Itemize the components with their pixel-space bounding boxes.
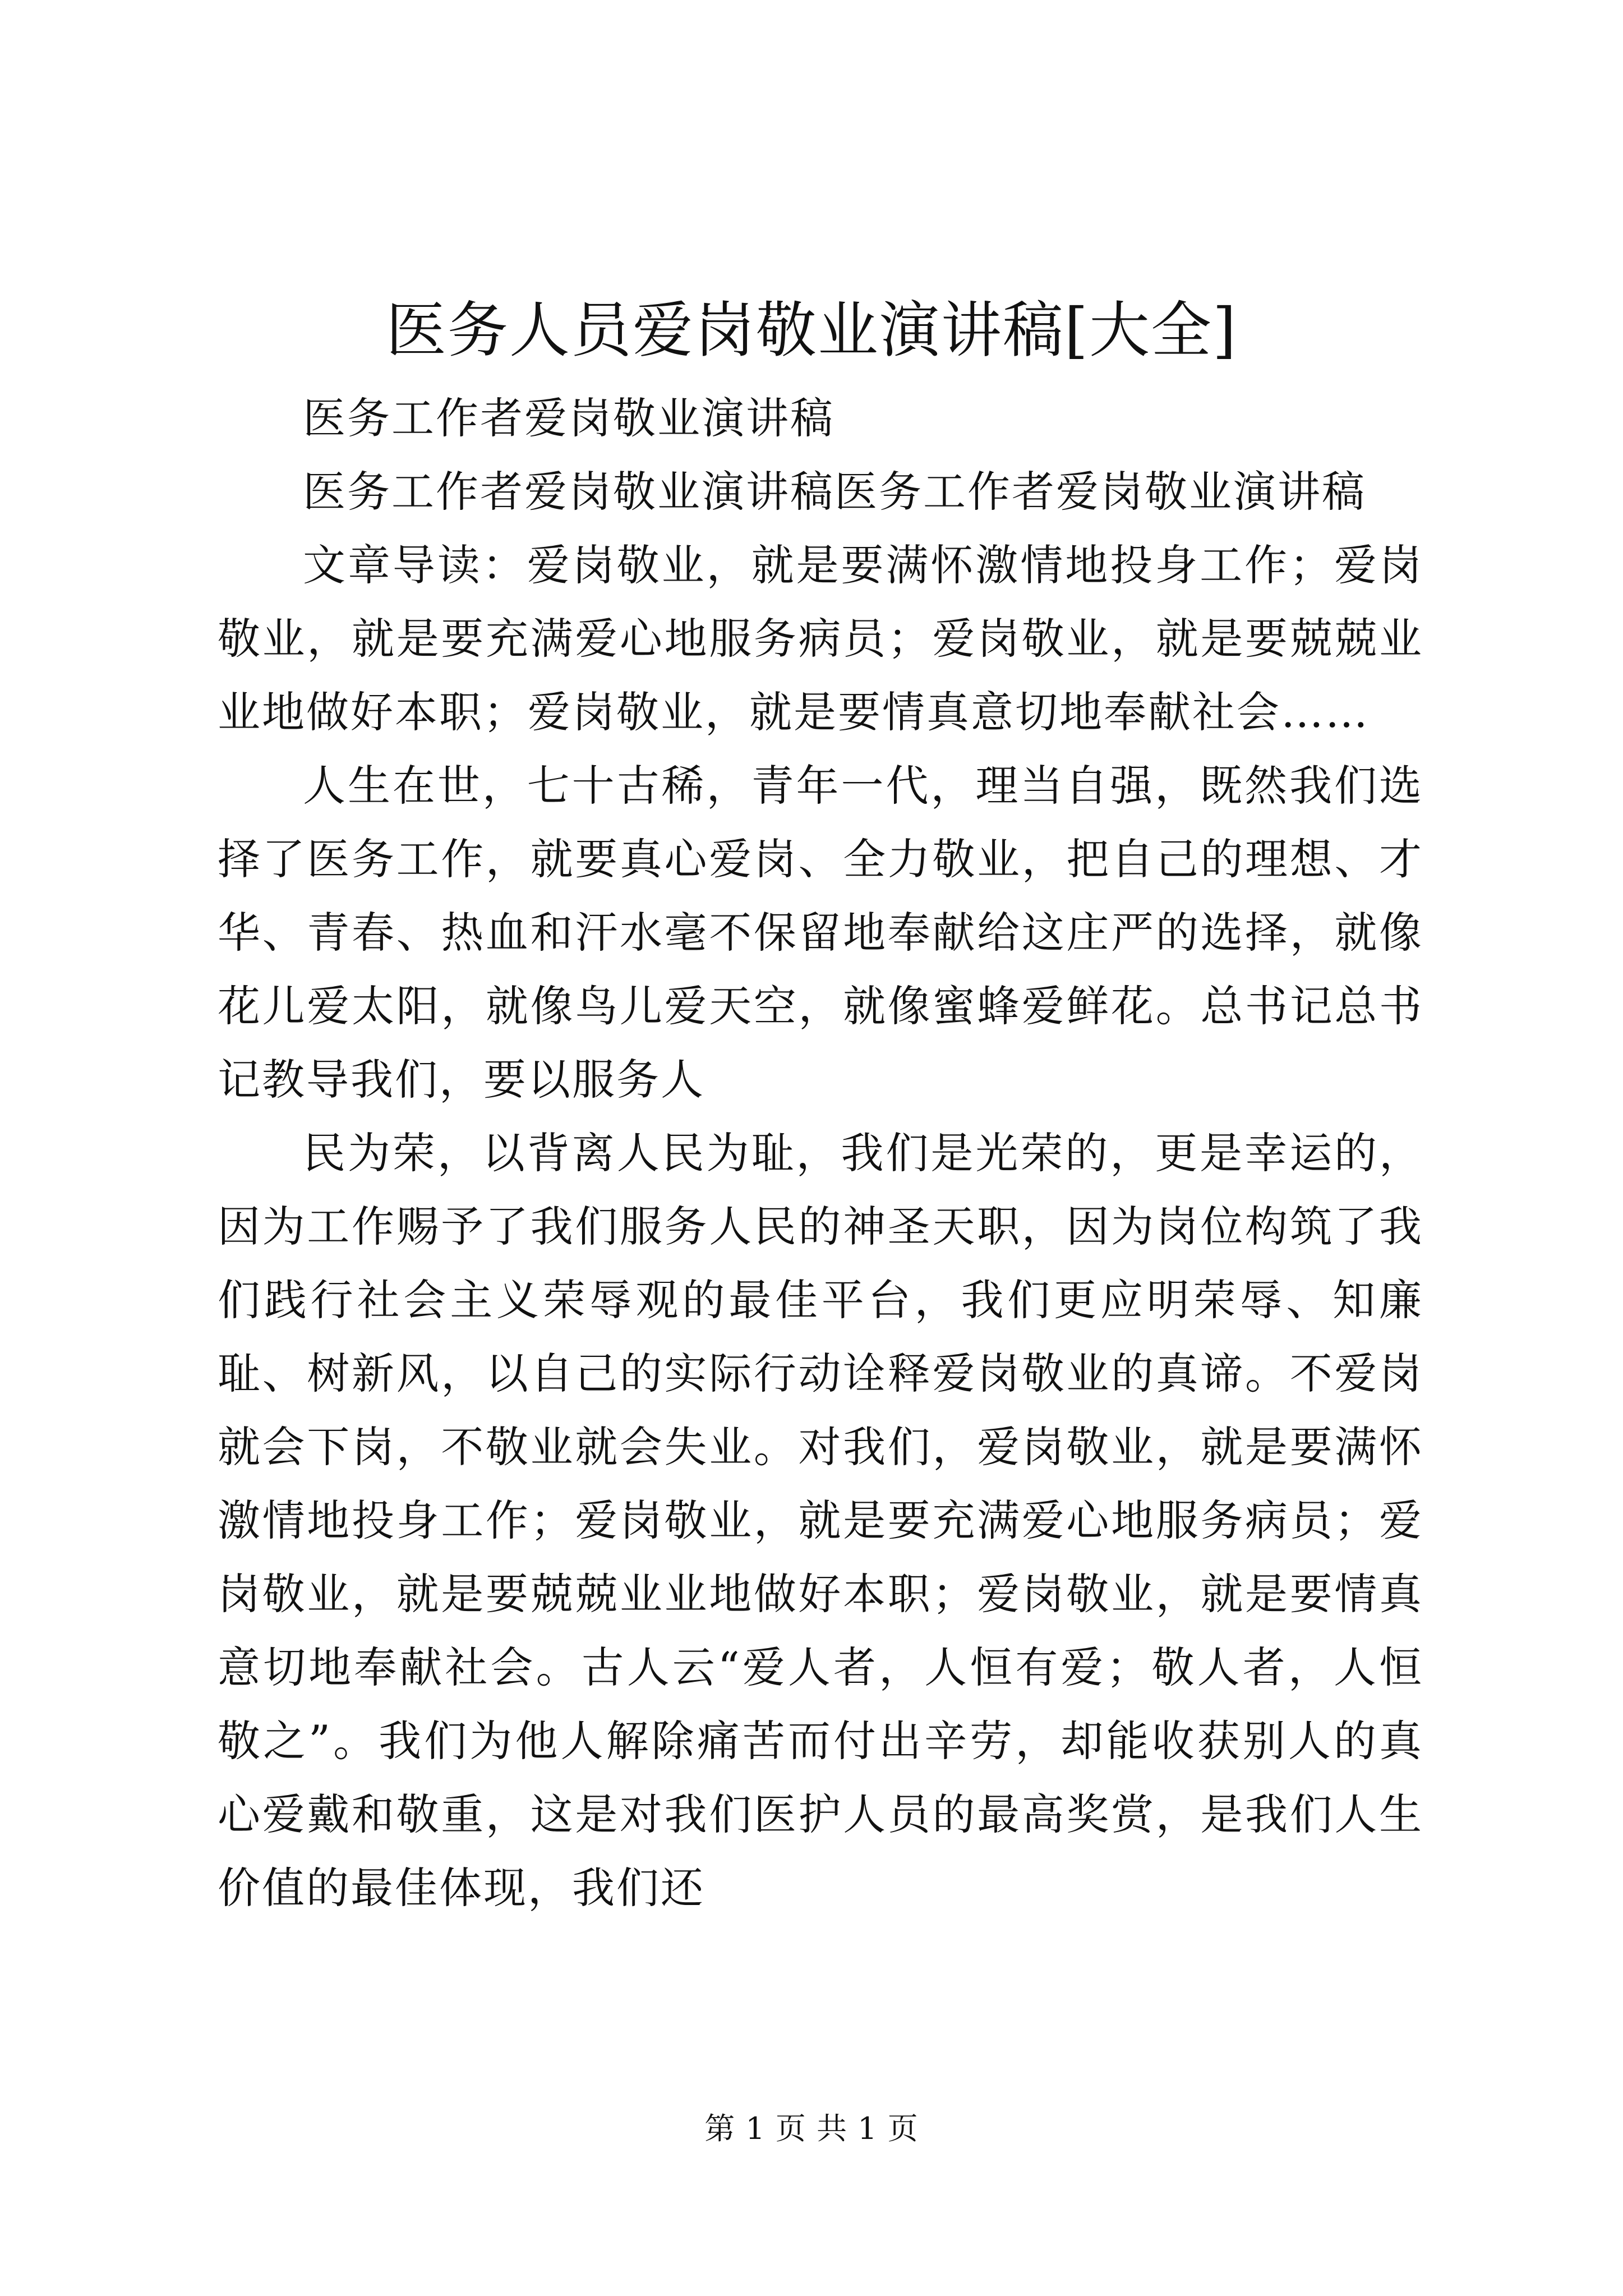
paragraph-body-2: 民为荣，以背离人民为耻，我们是光荣的，更是幸运的，因为工作赐予了我们服务人民的神圣天职，因为岗位构筑了我们践行社会主义荣辱观的最佳平台，我们更应明荣辱、知廉耻、树新风，以自己的实际行动诠释爱岗敬业的真谛。不爱岗就会下岗，不敬业就会失业。对我们，爱岗敬业，就是要满怀激情地投身工作；爱岗敬业，就是要充满爱心地服务病员；爱岗敬业，就是要兢兢业业地做好本职；爱岗敬业，就是要情真意切地奉献社会。古人云“爱人者，人恒有爱；敬人者，人恒敬之”。我们为他人解除痛苦而付出辛劳，却能收获别人的真心爱戴和敬重，这是对我们医护人员的最高奖赏，是我们人生价值的最佳体现，我们还 bbox=[218, 1128, 1423, 1913]
paragraph-heading-repeat: 医务工作者爱岗敬业演讲稿医务工作者爱岗敬业演讲稿 bbox=[303, 467, 1366, 517]
paragraph-intro: 文章导读：爱岗敬业，就是要满怀激情地投身工作；爱岗敬业，就是要充满爱心地服务病员；爱岗敬业，就是要兢兢业业地做好本职；爱岗敬业，就是要情真意切地奉献社会…… bbox=[218, 540, 1423, 737]
document-body bbox=[218, 381, 1423, 1925]
paragraph-subtitle: 医务工作者爱岗敬业演讲稿 bbox=[303, 393, 834, 443]
document-title: 医务人员爱岗敬业演讲稿[大全] bbox=[385, 296, 1238, 366]
page-footer: 第 1 页 共 1 页 bbox=[704, 2111, 919, 2146]
paragraph-body-1: 人生在世，七十古稀，青年一代，理当自强，既然我们选择了医务工作，就要真心爱岗、全力敬业，把自己的理想、才华、青春、热血和汗水毫不保留地奉献给这庄严的选择，就像花儿爱太阳，就像鸟儿爱天空，就像蜜蜂爱鲜花。总书记总书记教导我们，要以服务人 bbox=[218, 761, 1423, 1105]
